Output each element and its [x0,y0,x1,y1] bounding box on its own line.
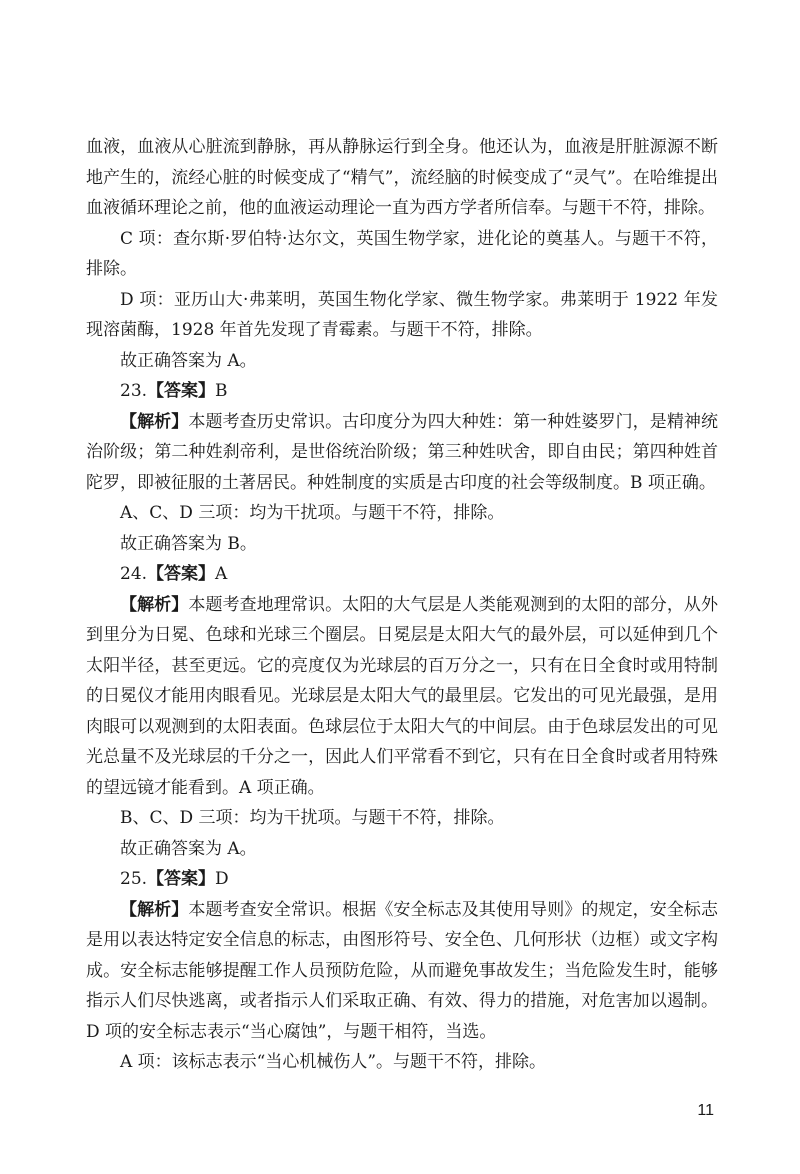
paragraph-text: 故正确答案为 A。 [120,350,257,371]
analysis-label: 【解析】 [120,411,189,432]
analysis-paragraph-23 [86,407,718,499]
paragraph-conclusion-22 [86,346,718,377]
paragraph-text: 故正确答案为 B。 [120,533,257,554]
paragraph-text: C 项：查尔斯·罗伯特·达尔文，英国生物学家，进化论的奠基人。与题干不符，排除。 [86,228,718,279]
answer-explanations-body [86,132,718,1078]
paragraph-option-d-fleming [86,285,718,346]
answer-line-23 [86,376,718,407]
analysis-label: 【解析】 [120,594,189,615]
answer-label: 【答案】 [147,381,216,401]
paragraph-options-bcd [86,803,718,834]
question-number: 24. [120,564,148,584]
question-number: 23. [120,381,148,401]
paragraph-text: 血液，血液从心脏流到静脉，再从静脉运行到全身。他还认为，血液是肝脏源源不断地产生的，流经心脏的时候变成了“精气”，流经脑的时候变成了“灵气”。在哈维提出血液循环理论之前，他的血液运动理论一直为西方学者所信奉。与题干不符，排除。 [86,137,718,218]
answer-label: 【答案】 [147,869,216,889]
question-number: 25. [120,869,148,889]
paragraph-text: B、C、D 三项：均为干扰项。与题干不符，排除。 [120,808,505,828]
answer-line-25 [86,864,718,895]
paragraph-galen-continued [86,132,718,224]
answer-label: 【答案】 [147,564,216,584]
analysis-text: 本题考查历史常识。古印度分为四大种姓：第一种姓婆罗门，是精神统治阶级；第二种姓刹帝利，是世俗统治阶级；第三种姓吠舍，即自由民；第四种姓首陀罗，即被征服的土著居民。种姓制度的实质是古印度的社会等级制度。B 项正确。 [86,411,719,493]
paragraph-text: A、C、D 三项：均为干扰项。与题干不符，排除。 [120,503,505,523]
paragraph-conclusion-23 [86,529,718,560]
paragraph-conclusion-24 [86,834,718,865]
paragraph-text: D 项：亚历山大·弗莱明，英国生物化学家、微生物学家。弗莱明于 1922 年发现溶菌酶，1928 年首先发现了青霉素。与题干不符，排除。 [86,289,718,340]
paragraph-option-c-darwin [86,224,718,285]
paragraph-text: 故正确答案为 A。 [120,838,257,859]
paragraph-text: A 项：该标志表示“当心机械伤人”。与题干不符，排除。 [120,1052,547,1072]
answer-value: B [215,381,228,401]
analysis-paragraph-24 [86,590,718,804]
analysis-paragraph-25 [86,895,718,1048]
paragraph-options-acd [86,498,718,529]
analysis-label: 【解析】 [120,899,189,920]
answer-line-24 [86,559,718,590]
answer-value: A [215,564,228,584]
paragraph-option-a-machinery [86,1047,718,1078]
analysis-text: 本题考查安全常识。根据《安全标志及其使用导则》的规定，安全标志是用以表达特定安全信息的标志，由图形符号、安全色、几何形状（边框）或文字构成。安全标志能够提醒工作人员预防危险，从而避免事故发生；当危险发生时，能够指示人们尽快逃离，或者指示人们采取正确、有效、得力的措施，对危害加以遏制。D 项的安全标志表示“当心腐蚀”，与题干相符，当选。 [86,899,719,1042]
page-number: 11 [697,1102,714,1119]
analysis-text: 本题考查地理常识。太阳的大气层是人类能观测到的太阳的部分，从外到里分为日冕、色球和光球三个圈层。日冕层是太阳大气的最外层，可以延伸到几个太阳半径，甚至更远。它的亮度仅为光球层的百万分之一，只有在日全食时或用特制的日冕仪才能用肉眼看见。光球层是太阳大气的最里层。它发出的可见光最强，是用肉眼可以观测到的太阳表面。色球层位于太阳大气的中间层。由于色球层发出的可见光总量不及光球层的千分之一，因此人们平常看不到它，只有在日全食时或者用特殊的望远镜才能看到。A 项正确。 [86,594,719,798]
answer-value: D [215,869,229,889]
